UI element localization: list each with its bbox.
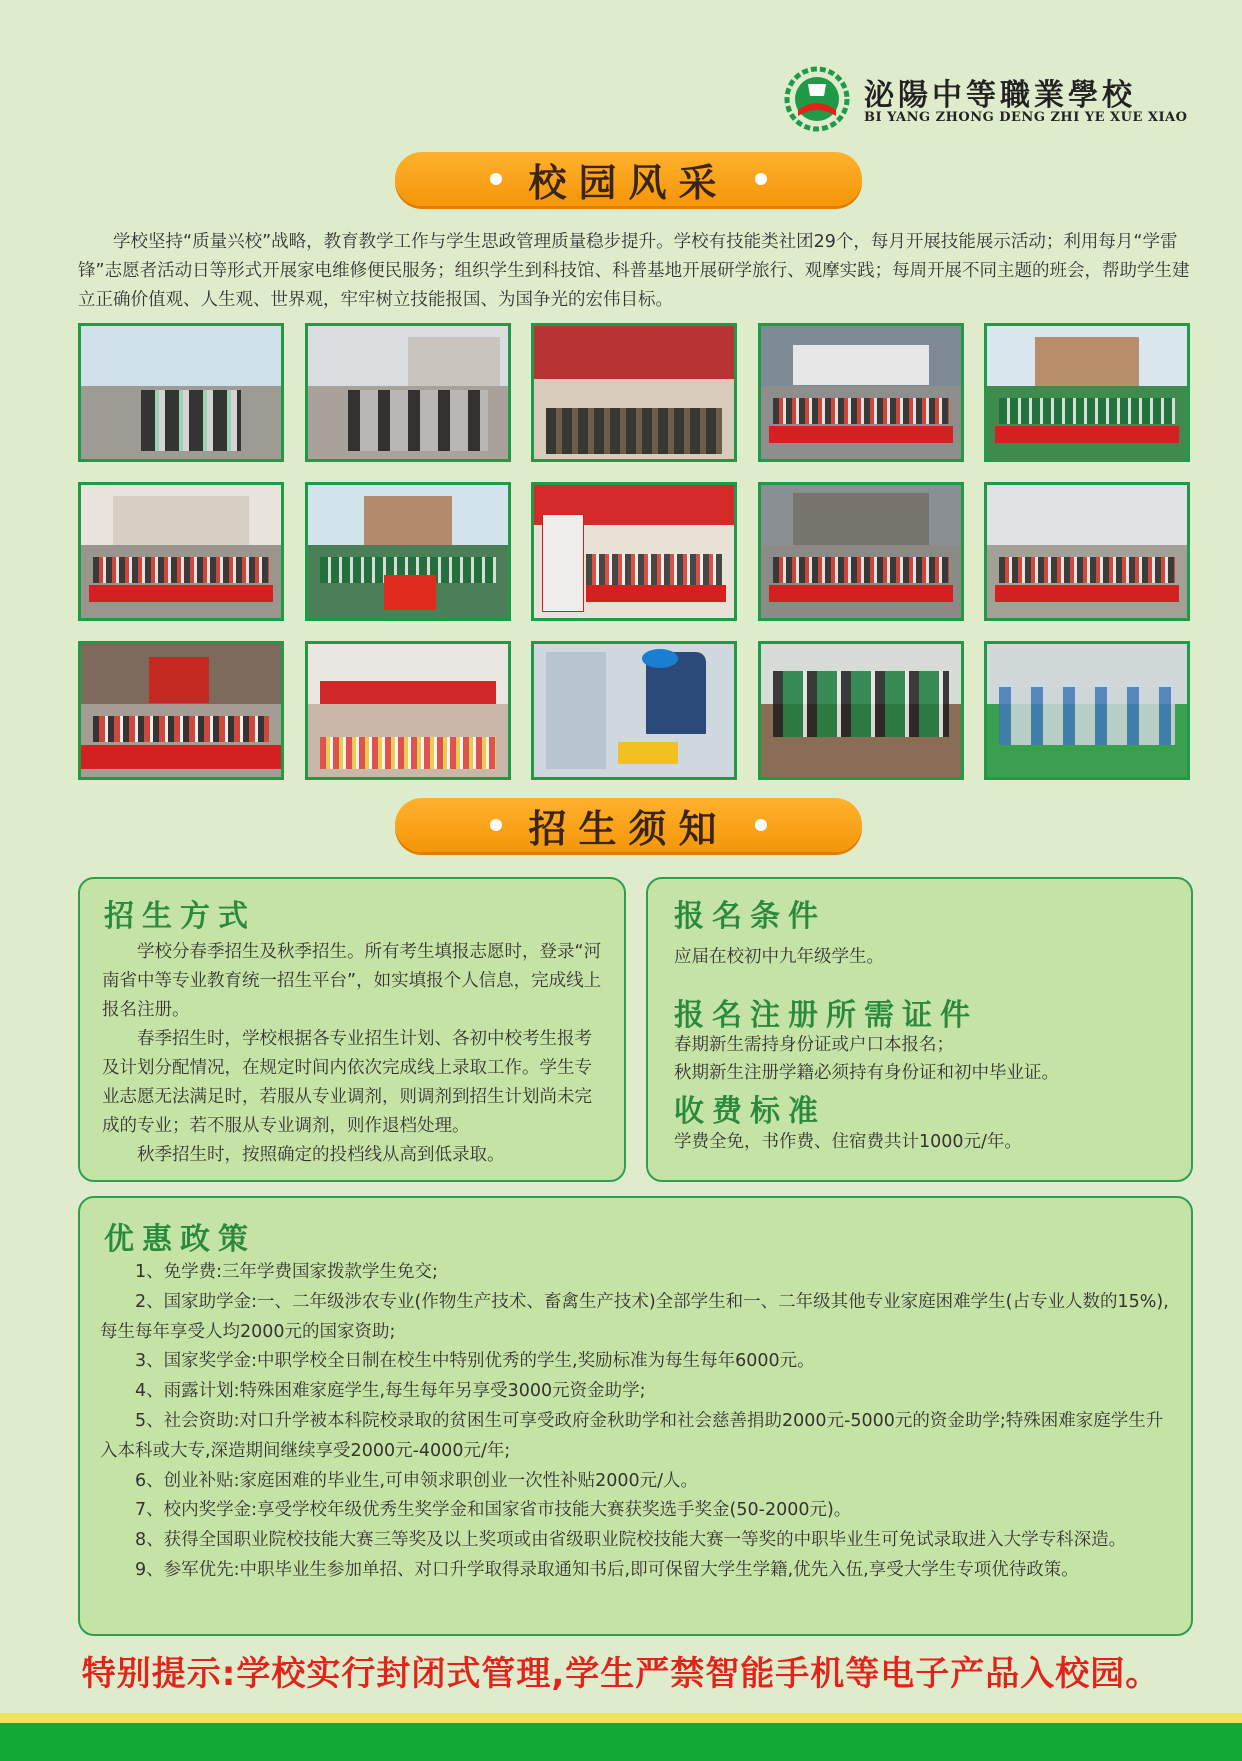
photo-volunteer-banner	[78, 641, 284, 780]
admission-method-title: 招生方式	[104, 899, 256, 934]
admission-method-paragraph: 秋季招生时，按照确定的投档线从高到低录取。	[137, 1145, 505, 1165]
photo-factory	[984, 641, 1190, 780]
registration-conditions-title: 报名条件	[674, 899, 826, 934]
preferential-policy-list	[100, 1258, 1175, 1586]
required-documents-line: 秋期新生注册学籍必须持有身份证和初中毕业证。	[674, 1063, 1059, 1083]
bullet-dot-icon	[755, 173, 767, 185]
photo-meeting-hall	[531, 323, 737, 462]
photo-officials-visit	[305, 323, 511, 462]
special-notice: 特别提示:学校实行封闭式管理,学生严禁智能手机等电子产品入校园。	[81, 1654, 1161, 1694]
bullet-dot-icon	[755, 819, 767, 831]
registration-conditions-text: 应届在校初中九年级学生。	[674, 947, 884, 967]
bullet-dot-icon	[490, 819, 502, 831]
policy-item: 3、国家奖学金:中职学校全日制在校生中特别优秀的学生,奖励标准为每生每年6000元。	[135, 1351, 815, 1372]
required-documents-title: 报名注册所需证件	[674, 998, 978, 1033]
policy-item: 2、国家助学金:一、二年级涉农专业(作物生产技术、畜禽生产技术)全部学生和一、二年级其他专业家庭困难学生(占专业人数的15%),每生每年享受人均2000元的国家资助;	[100, 1291, 1169, 1342]
photo-officials-visit	[78, 323, 284, 462]
photo-group-banner	[984, 323, 1190, 462]
campus-section-title: 校园风采	[528, 159, 729, 205]
campus-intro-text: 学校坚持“质量兴校”战略，教育教学工作与学生思政管理质量稳步提升。学校有技能类社团29个，每月开展技能展示活动；利用每月“学雷锋”志愿者活动日等形式开展家电维修便民服务；组织学生到科技馆、科普基地开展研学旅行、观摩实践；每周开展不同主题的班会，帮助学生建立正确价值观、人生观、世界观，牢牢树立技能报国、为国争光的宏伟目标。	[78, 232, 1190, 310]
school-name-pinyin: BI YANG ZHONG DENG ZHI YE XUE XIAO	[864, 110, 1188, 125]
policy-item: 4、雨露计划:特殊困难家庭学生,每生每年另享受3000元资金助学;	[135, 1381, 646, 1402]
school-name: 泌陽中等職業學校	[864, 78, 1136, 113]
admission-method-text	[102, 938, 604, 1170]
policy-item: 7、校内奖学金:享受学校年级优秀生奖学金和国家省市技能大赛获奖选手奖金(50-2000元)。	[135, 1500, 852, 1521]
policy-item: 5、社会资助:对口升学被本科院校录取的贫困生可享受政府金秋助学和社会慈善捐助2000元-5000元的资金助学;特殊困难家庭学生升入本科或大专,深造期间继续享受2000元-4000元/年;	[100, 1410, 1164, 1461]
admission-method-paragraph: 春季招生时，学校根据各专业招生计划、各初中校考生报考及计划分配情况，在规定时间内依次完成线上录取工作。学生专业志愿无法满足时，若服从专业调剂，则调剂到招生计划尚未完成的专业；若不服从专业调剂，则作退档处理。	[102, 1029, 592, 1136]
photo-stage-performance	[305, 641, 511, 780]
photo-workshop	[531, 641, 737, 780]
policy-item: 8、获得全国职业院校技能大赛三等奖及以上奖项或由省级职业院校技能大赛一等奖的中职毕业生可免试录取进入大学专科深造。	[135, 1530, 1127, 1551]
policy-item: 9、参军优先:中职毕业生参加单招、对口升学取得录取通知书后,即可保留大学生学籍,优先入伍,享受大学生专项优待政策。	[135, 1559, 1079, 1580]
admission-section-title: 招生须知	[528, 805, 729, 851]
required-documents-line: 春期新生需持身份证或户口本报名；	[674, 1035, 954, 1055]
registration-info-panel	[646, 877, 1193, 1182]
bullet-dot-icon	[490, 173, 502, 185]
photo-activity-booth	[531, 482, 737, 621]
admission-section-header	[395, 798, 862, 852]
photo-group-banner	[758, 482, 964, 621]
preferential-policy-title: 优惠政策	[104, 1222, 256, 1257]
admission-method-panel	[78, 877, 626, 1182]
policy-item: 1、免学费:三年学费国家拨款学生免交;	[135, 1262, 438, 1282]
school-logo	[784, 66, 1194, 132]
photo-group-flag	[305, 482, 511, 621]
photo-gallery	[78, 323, 1193, 780]
photo-group-banner	[758, 323, 964, 462]
photo-group-banner	[78, 482, 284, 621]
campus-section-header	[395, 152, 862, 206]
preferential-policy-panel	[78, 1196, 1193, 1636]
fees-text: 学费全免，书作费、住宿费共计1000元/年。	[674, 1132, 1022, 1152]
fees-title: 收费标准	[674, 1094, 826, 1129]
photo-training	[758, 641, 964, 780]
photo-group-banner	[984, 482, 1190, 621]
admission-method-paragraph: 学校分春季招生及秋季招生。所有考生填报志愿时，登录“河南省中等专业教育统一招生平台”，如实填报个人信息，完成线上报名注册。	[102, 942, 602, 1020]
policy-item: 6、创业补贴:家庭困难的毕业生,可申领求职创业一次性补贴2000元/人。	[135, 1470, 699, 1491]
bottom-decor-bar	[0, 1723, 1242, 1761]
school-emblem-icon	[784, 66, 850, 132]
